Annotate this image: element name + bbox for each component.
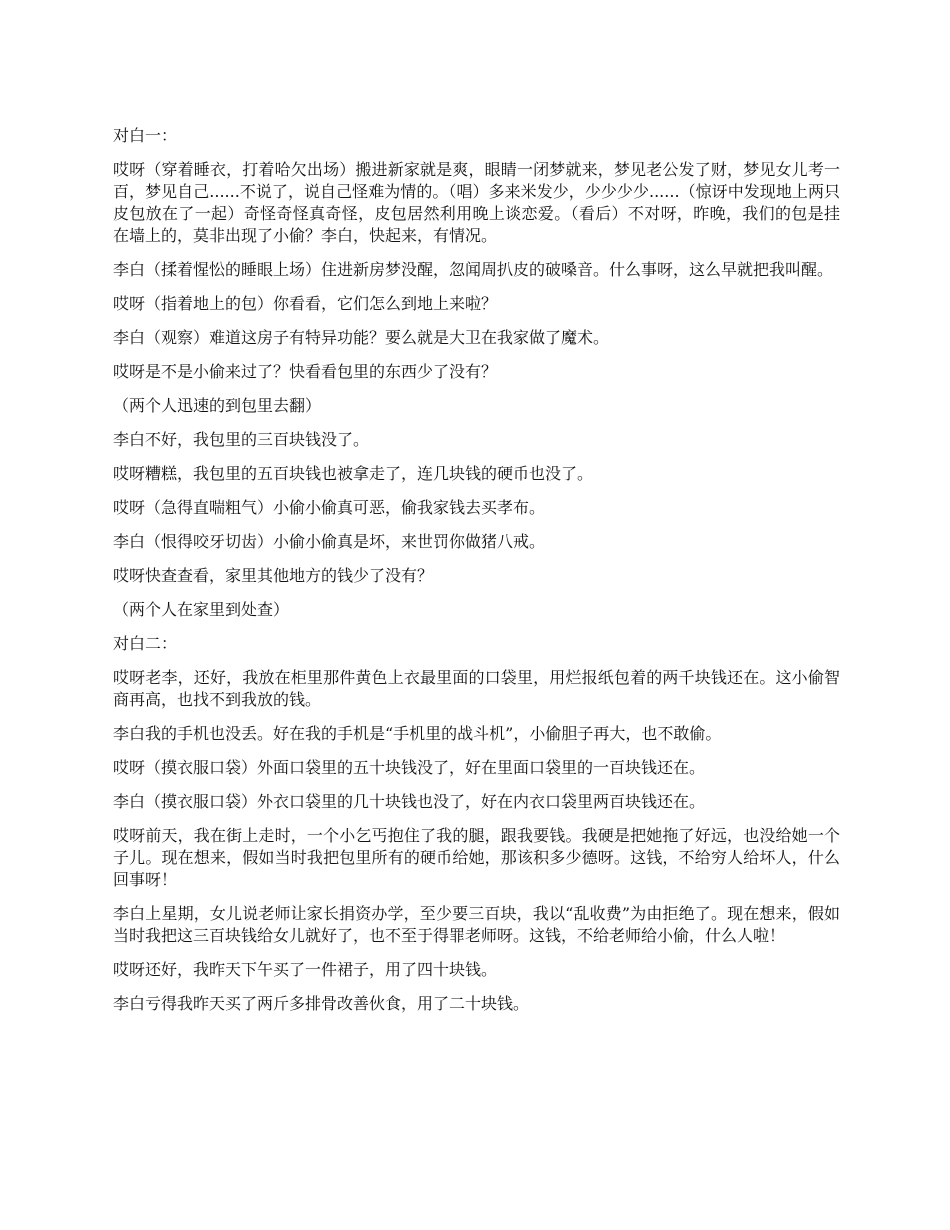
dialogue-line: 李白（观察）难道这房子有特异功能？要么就是大卫在我家做了魔术。 bbox=[113, 328, 610, 347]
stage-direction: （两个人在家里到处查） bbox=[113, 600, 290, 619]
dialogue-line: 李白上星期，女儿说老师让家长捐资办学，至少要三百块，我以“乱收费”为由拒绝了。现在想来，假如当时我把这三百块钱给女儿就好了，也不至于得罪老师呀。这钱，不给老师给小偷，什么人啦！ bbox=[113, 904, 840, 945]
dialogue-line: 李白不好，我包里的三百块钱没了。 bbox=[113, 430, 370, 449]
dialogue-line: 哎呀（急得直喘粗气）小偷小偷真可恶，偷我家钱去买孝布。 bbox=[113, 498, 546, 517]
dialogue-line: 哎呀前天，我在街上走时，一个小乞丐抱住了我的腿，跟我要钱。我硬是把她拖了好远，也没给她一个子儿。现在想来，假如当时我把包里所有的硬币给她，那该积多少德呀。这钱，不给穷人给坏人，什么回事呀！ bbox=[113, 826, 840, 889]
section-heading-dialogue-one: 对白一： bbox=[113, 126, 178, 145]
dialogue-line: 李白亏得我昨天买了两斤多排骨改善伙食，用了二十块钱。 bbox=[113, 994, 530, 1013]
dialogue-line: 哎呀老李，还好，我放在柜里那件黄色上衣最里面的口袋里，用烂报纸包着的两千块钱还在。这小偷智商再高，也找不到我放的钱。 bbox=[113, 668, 840, 709]
dialogue-line: 哎呀快查查看，家里其他地方的钱少了没有？ bbox=[113, 566, 434, 585]
dialogue-line: 哎呀（指着地上的包）你看看，它们怎么到地上来啦？ bbox=[113, 294, 498, 313]
dialogue-line: 李白我的手机也没丢。好在我的手机是“手机里的战斗机”，小偷胆子再大，也不敢偷。 bbox=[113, 724, 722, 743]
dialogue-line: 李白（恨得咬牙切齿）小偷小偷真是坏，来世罚你做猪八戒。 bbox=[113, 532, 546, 551]
dialogue-line: 哎呀（穿着睡衣，打着哈欠出场）搬进新家就是爽，眼睛一闭梦就来，梦见老公发了财，梦见女儿考一百，梦见自己......不说了，说自己怪难为情的。（唱）多来米发少，少少少少......（惊讶中发现地上两只皮包放在了一起）奇怪奇怪真奇怪，皮包居然利用晚上谈恋爱。（看后）不对呀，昨晚，我们的包是挂在墙上的，莫非出现了小偷？李白，快起来，有情况。 bbox=[113, 160, 840, 245]
dialogue-line: 李白（摸衣服口袋）外衣口袋里的几十块钱也没了，好在内衣口袋里两百块钱还在。 bbox=[113, 792, 706, 811]
dialogue-line: 李白（揉着惺忪的睡眼上场）住进新房梦没醒，忽闻周扒皮的破嗓音。什么事呀，这么早就把我叫醒。 bbox=[113, 260, 834, 279]
stage-direction: （两个人迅速的到包里去翻） bbox=[113, 396, 322, 415]
dialogue-line: 哎呀是不是小偷来过了？快看看包里的东西少了没有？ bbox=[113, 362, 498, 381]
dialogue-line: 哎呀还好，我昨天下午买了一件裙子，用了四十块钱。 bbox=[113, 960, 498, 979]
dialogue-line: 哎呀糟糕，我包里的五百块钱也被拿走了，连几块钱的硬币也没了。 bbox=[113, 464, 594, 483]
section-heading-dialogue-two: 对白二： bbox=[113, 634, 178, 653]
dialogue-line: 哎呀（摸衣服口袋）外面口袋里的五十块钱没了，好在里面口袋里的一百块钱还在。 bbox=[113, 758, 706, 777]
